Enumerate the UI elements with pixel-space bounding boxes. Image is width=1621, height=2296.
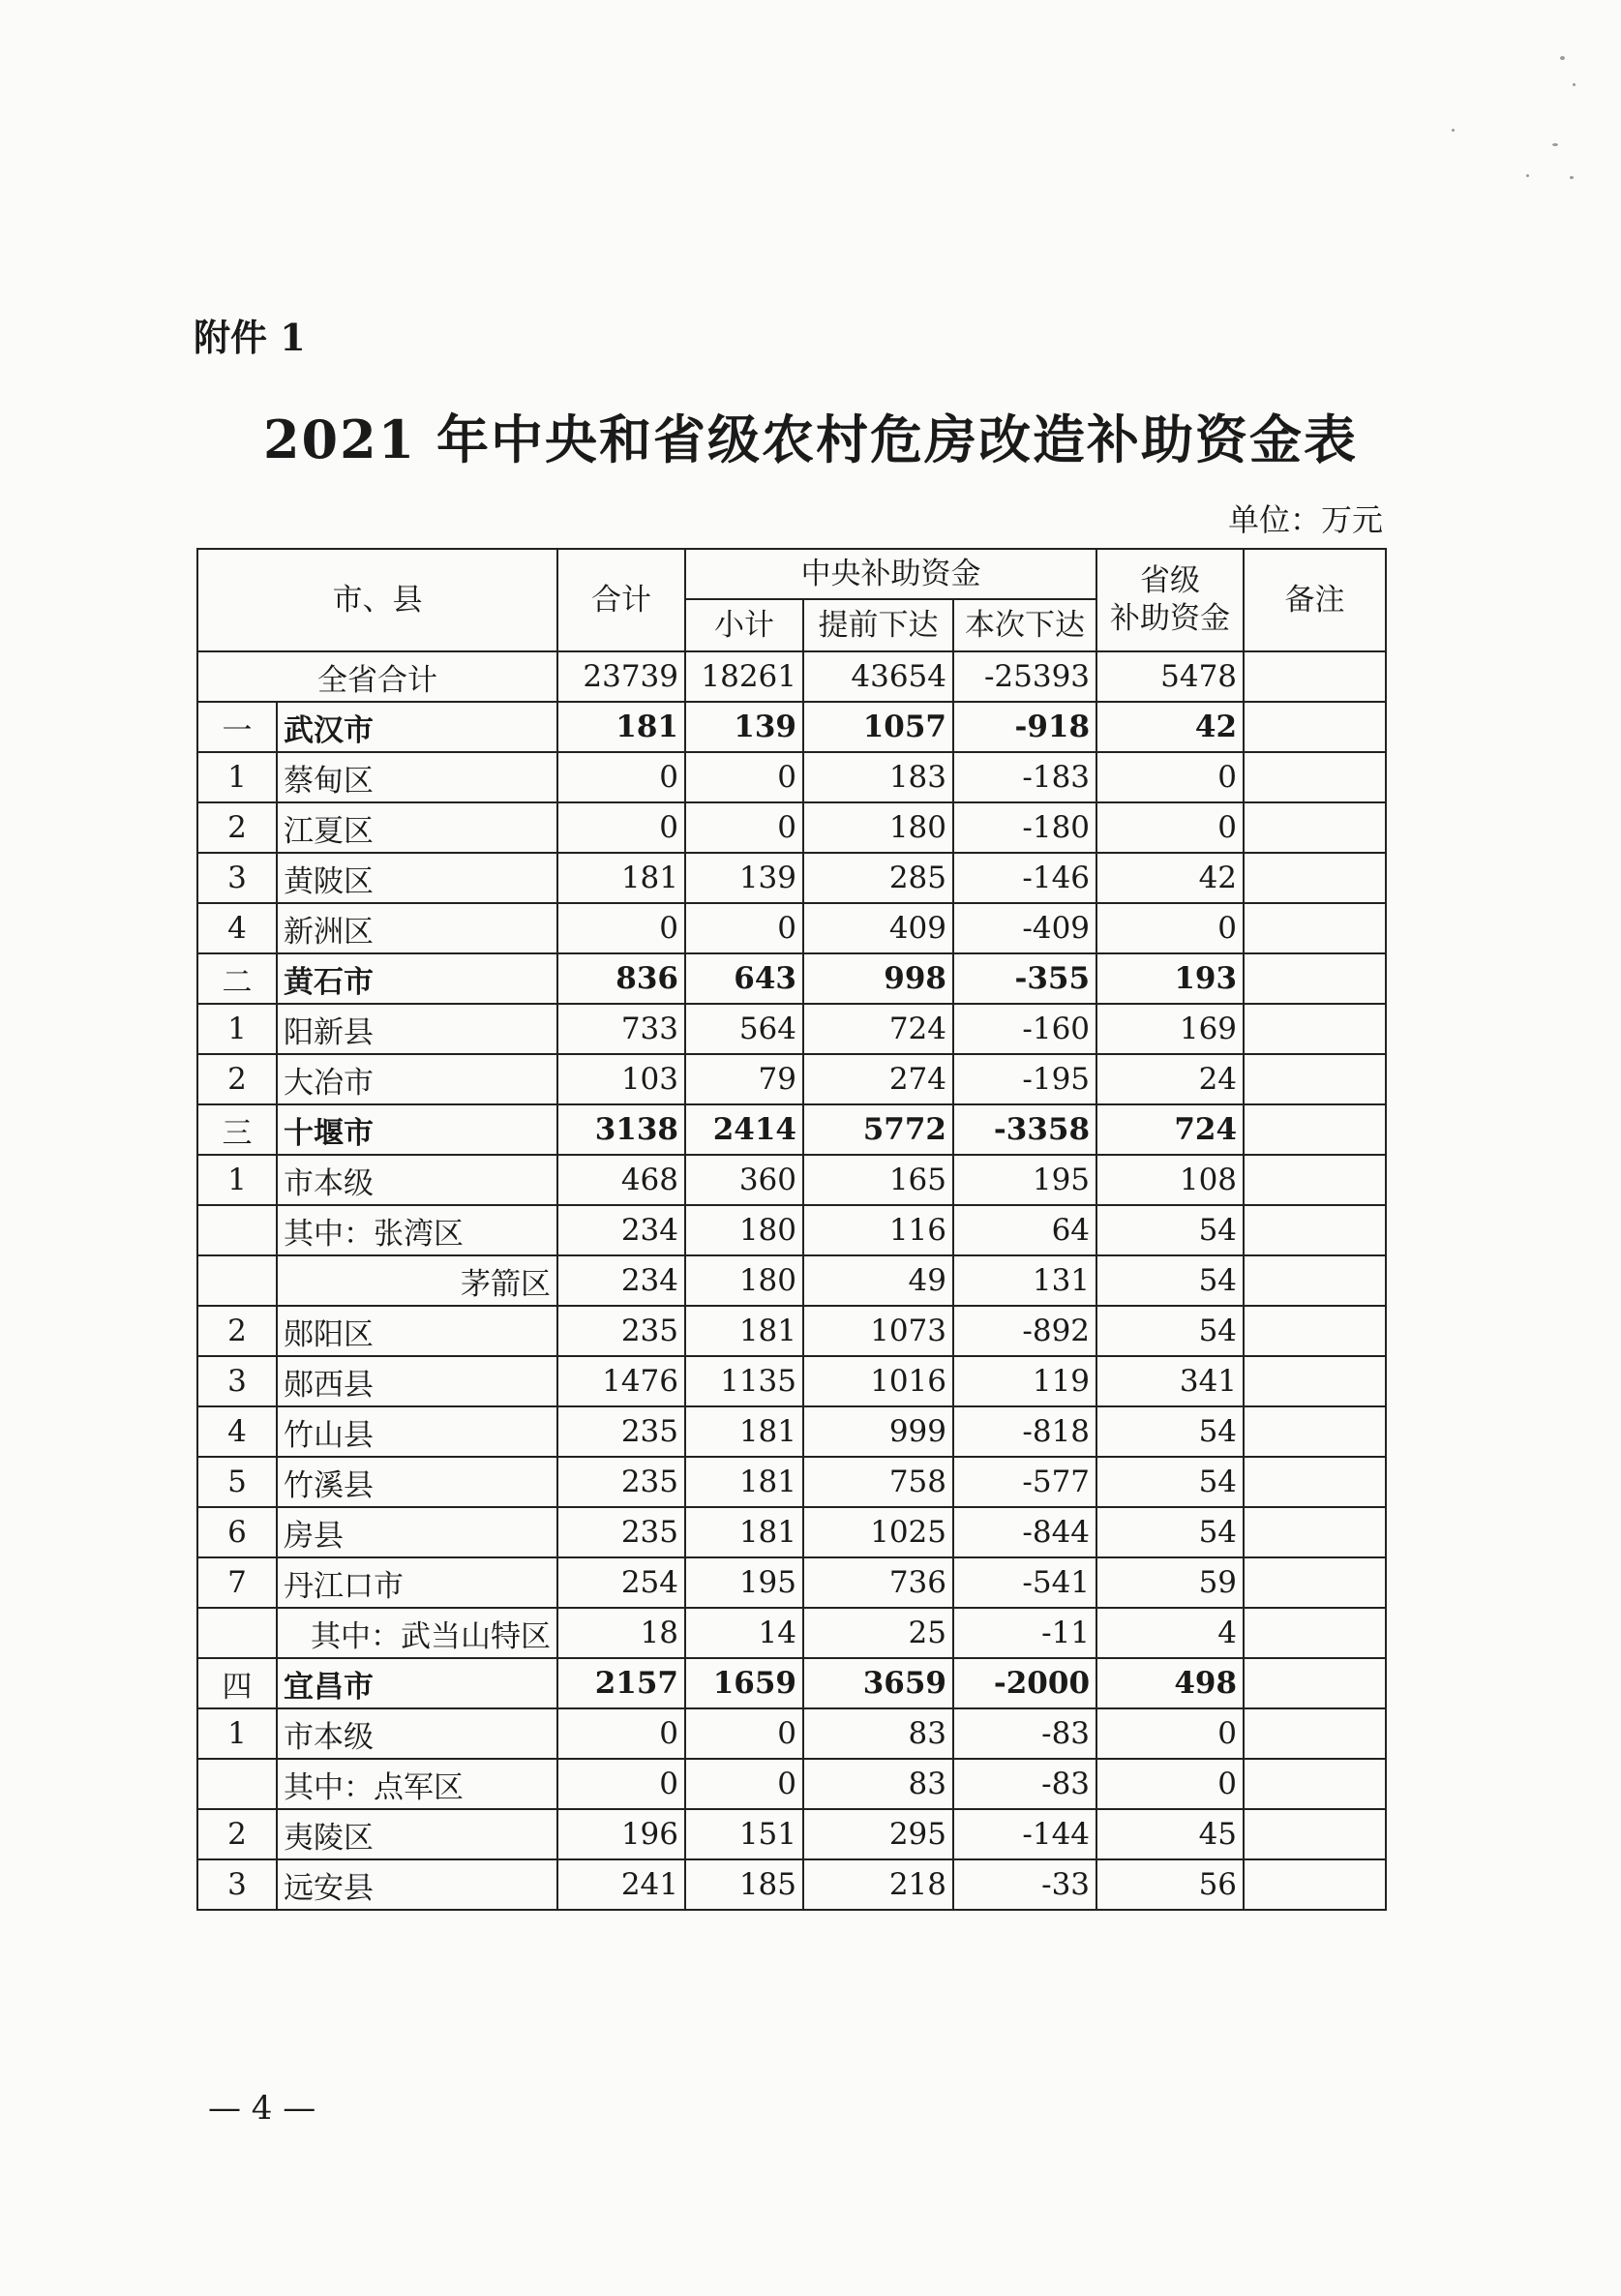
cell-advance: 736 [803, 1557, 953, 1608]
cell-provincial: 56 [1096, 1859, 1244, 1910]
cell-current: -160 [953, 1004, 1096, 1054]
cell-index [197, 1759, 277, 1809]
attachment-label: 附件 1 [194, 316, 306, 359]
cell-remarks [1244, 1708, 1386, 1759]
table-row [197, 1004, 1386, 1054]
scan-speck [1552, 143, 1558, 146]
cell-total: 196 [557, 1809, 685, 1859]
province-total-row [197, 651, 1386, 702]
cell-advance: 409 [803, 903, 953, 953]
cell-index: 四 [197, 1658, 277, 1708]
table-row [197, 1104, 1386, 1155]
cell-subtotal: 0 [685, 802, 803, 853]
cell-advance: 274 [803, 1054, 953, 1104]
cell-index: 3 [197, 1356, 277, 1406]
cell-provincial: 341 [1096, 1356, 1244, 1406]
cell-current: 131 [953, 1255, 1096, 1306]
cell-provincial: 54 [1096, 1406, 1244, 1457]
cell-current: -918 [953, 702, 1096, 752]
cell-total: 18 [557, 1608, 685, 1658]
header-region: 市、县 [197, 549, 557, 651]
cell-total: 181 [557, 853, 685, 903]
table-row [197, 1255, 1386, 1306]
cell-provincial: 59 [1096, 1557, 1244, 1608]
cell-current: -25393 [953, 651, 1096, 702]
cell-region-name: 郧阳区 [277, 1306, 557, 1356]
scan-speck [1560, 56, 1565, 60]
cell-subtotal: 181 [685, 1406, 803, 1457]
cell-advance: 724 [803, 1004, 953, 1054]
cell-advance: 218 [803, 1859, 953, 1910]
cell-total: 23739 [557, 651, 685, 702]
cell-region-name: 新洲区 [277, 903, 557, 953]
cell-provincial: 54 [1096, 1306, 1244, 1356]
cell-index: 1 [197, 1004, 277, 1054]
cell-current: -83 [953, 1759, 1096, 1809]
cell-advance: 49 [803, 1255, 953, 1306]
unit-label: 单位：万元 [1227, 501, 1383, 538]
cell-region-name: 其中：武当山特区 [277, 1608, 557, 1658]
cell-total: 0 [557, 1759, 685, 1809]
cell-region-name: 黄陂区 [277, 853, 557, 903]
cell-advance: 180 [803, 802, 953, 853]
cell-remarks [1244, 953, 1386, 1004]
cell-total: 234 [557, 1205, 685, 1255]
cell-provincial: 5478 [1096, 651, 1244, 702]
cell-region-name: 其中：点军区 [277, 1759, 557, 1809]
cell-index: 2 [197, 1809, 277, 1859]
cell-remarks [1244, 1205, 1386, 1255]
cell-advance: 83 [803, 1759, 953, 1809]
cell-current: -183 [953, 752, 1096, 802]
cell-subtotal: 195 [685, 1557, 803, 1608]
cell-subtotal: 643 [685, 953, 803, 1004]
cell-remarks [1244, 802, 1386, 853]
cell-subtotal: 1135 [685, 1356, 803, 1406]
cell-current: -892 [953, 1306, 1096, 1356]
cell-index: 二 [197, 953, 277, 1004]
cell-advance: 1073 [803, 1306, 953, 1356]
cell-total: 0 [557, 1708, 685, 1759]
header-current: 本次下达 [953, 599, 1096, 651]
cell-subtotal: 14 [685, 1608, 803, 1658]
cell-advance: 999 [803, 1406, 953, 1457]
header-total: 合计 [557, 549, 685, 651]
cell-remarks [1244, 1054, 1386, 1104]
cell-provincial: 0 [1096, 752, 1244, 802]
cell-current: -844 [953, 1507, 1096, 1557]
cell-advance: 83 [803, 1708, 953, 1759]
cell-total: 241 [557, 1859, 685, 1910]
table-row [197, 1054, 1386, 1104]
table-row [197, 1809, 1386, 1859]
cell-subtotal: 151 [685, 1809, 803, 1859]
cell-provincial: 54 [1096, 1457, 1244, 1507]
table-row [197, 1356, 1386, 1406]
cell-total: 733 [557, 1004, 685, 1054]
cell-remarks [1244, 1608, 1386, 1658]
cell-provincial: 54 [1096, 1205, 1244, 1255]
cell-subtotal: 1659 [685, 1658, 803, 1708]
cell-current: -2000 [953, 1658, 1096, 1708]
cell-index: 6 [197, 1507, 277, 1557]
cell-total: 468 [557, 1155, 685, 1205]
cell-advance: 5772 [803, 1104, 953, 1155]
cell-total: 235 [557, 1457, 685, 1507]
cell-advance: 165 [803, 1155, 953, 1205]
cell-advance: 3659 [803, 1658, 953, 1708]
cell-region-name: 十堰市 [277, 1104, 557, 1155]
table-row [197, 903, 1386, 953]
cell-advance: 1016 [803, 1356, 953, 1406]
cell-subtotal: 0 [685, 903, 803, 953]
cell-subtotal: 180 [685, 1205, 803, 1255]
cell-remarks [1244, 1557, 1386, 1608]
cell-advance: 183 [803, 752, 953, 802]
cell-index [197, 1255, 277, 1306]
cell-provincial: 24 [1096, 1054, 1244, 1104]
cell-region-name: 房县 [277, 1507, 557, 1557]
cell-provincial: 54 [1096, 1507, 1244, 1557]
cell-total: 235 [557, 1306, 685, 1356]
cell-region-name: 江夏区 [277, 802, 557, 853]
cell-provincial: 42 [1096, 702, 1244, 752]
cell-current: -355 [953, 953, 1096, 1004]
cell-remarks [1244, 651, 1386, 702]
table-row [197, 802, 1386, 853]
cell-provincial: 0 [1096, 1708, 1244, 1759]
cell-region-name: 夷陵区 [277, 1809, 557, 1859]
cell-index: 4 [197, 903, 277, 953]
cell-current: -409 [953, 903, 1096, 953]
cell-provincial: 0 [1096, 802, 1244, 853]
page-number: — 4 — [208, 2089, 316, 2128]
table-row [197, 1759, 1386, 1809]
cell-remarks [1244, 903, 1386, 953]
cell-subtotal: 181 [685, 1457, 803, 1507]
cell-subtotal: 185 [685, 1859, 803, 1910]
cell-provincial: 0 [1096, 1759, 1244, 1809]
cell-index: 三 [197, 1104, 277, 1155]
cell-remarks [1244, 1356, 1386, 1406]
cell-subtotal: 79 [685, 1054, 803, 1104]
cell-current: -11 [953, 1608, 1096, 1658]
table-row [197, 1457, 1386, 1507]
cell-total: 254 [557, 1557, 685, 1608]
cell-current: -144 [953, 1809, 1096, 1859]
cell-index: 7 [197, 1557, 277, 1608]
cell-region-name: 武汉市 [277, 702, 557, 752]
table-row [197, 953, 1386, 1004]
header-central-group: 中央补助资金 [685, 549, 1096, 599]
cell-current: -146 [953, 853, 1096, 903]
cell-provincial: 108 [1096, 1155, 1244, 1205]
province-total-label: 全省合计 [197, 651, 557, 702]
cell-region-name: 蔡甸区 [277, 752, 557, 802]
cell-index: 1 [197, 752, 277, 802]
cell-index: 3 [197, 1859, 277, 1910]
cell-total: 0 [557, 752, 685, 802]
table-row [197, 752, 1386, 802]
cell-advance: 295 [803, 1809, 953, 1859]
cell-provincial: 45 [1096, 1809, 1244, 1859]
table-row [197, 853, 1386, 903]
cell-advance: 43654 [803, 651, 953, 702]
cell-total: 3138 [557, 1104, 685, 1155]
cell-advance: 758 [803, 1457, 953, 1507]
cell-remarks [1244, 1406, 1386, 1457]
cell-remarks [1244, 1004, 1386, 1054]
cell-region-name: 竹山县 [277, 1406, 557, 1457]
cell-index [197, 1205, 277, 1255]
cell-remarks [1244, 752, 1386, 802]
cell-region-name: 阳新县 [277, 1004, 557, 1054]
cell-index: 5 [197, 1457, 277, 1507]
cell-current: -180 [953, 802, 1096, 853]
table-row [197, 1155, 1386, 1205]
cell-provincial: 724 [1096, 1104, 1244, 1155]
cell-remarks [1244, 1306, 1386, 1356]
table-row [197, 1507, 1386, 1557]
cell-remarks [1244, 1507, 1386, 1557]
cell-current: -33 [953, 1859, 1096, 1910]
cell-region-name: 宜昌市 [277, 1658, 557, 1708]
cell-remarks [1244, 1104, 1386, 1155]
cell-region-name: 市本级 [277, 1708, 557, 1759]
cell-subtotal: 18261 [685, 651, 803, 702]
table-row [197, 1708, 1386, 1759]
cell-remarks [1244, 1859, 1386, 1910]
table-row [197, 1306, 1386, 1356]
cell-index: 1 [197, 1708, 277, 1759]
cell-current: -577 [953, 1457, 1096, 1507]
cell-provincial: 42 [1096, 853, 1244, 903]
cell-region-name: 其中：张湾区 [277, 1205, 557, 1255]
cell-subtotal: 181 [685, 1507, 803, 1557]
cell-region-name: 市本级 [277, 1155, 557, 1205]
cell-advance: 116 [803, 1205, 953, 1255]
cell-total: 181 [557, 702, 685, 752]
cell-subtotal: 139 [685, 702, 803, 752]
cell-current: -195 [953, 1054, 1096, 1104]
cell-remarks [1244, 853, 1386, 903]
cell-advance: 998 [803, 953, 953, 1004]
cell-region-name: 竹溪县 [277, 1457, 557, 1507]
cell-region-name: 远安县 [277, 1859, 557, 1910]
header-provincial: 省级 补助资金 [1096, 549, 1244, 651]
cell-total: 235 [557, 1406, 685, 1457]
cell-remarks [1244, 1759, 1386, 1809]
cell-subtotal: 0 [685, 1708, 803, 1759]
cell-remarks [1244, 1255, 1386, 1306]
cell-subtotal: 564 [685, 1004, 803, 1054]
cell-total: 836 [557, 953, 685, 1004]
cell-subtotal: 0 [685, 1759, 803, 1809]
cell-advance: 25 [803, 1608, 953, 1658]
table-row [197, 1859, 1386, 1910]
cell-remarks [1244, 1155, 1386, 1205]
cell-index: 1 [197, 1155, 277, 1205]
cell-total: 0 [557, 802, 685, 853]
scan-speck [1452, 129, 1455, 132]
table-row [197, 702, 1386, 752]
cell-region-name: 郧西县 [277, 1356, 557, 1406]
cell-index: 一 [197, 702, 277, 752]
cell-region-name: 大冶市 [277, 1054, 557, 1104]
cell-provincial: 4 [1096, 1608, 1244, 1658]
cell-remarks [1244, 702, 1386, 752]
scan-speck [1570, 176, 1574, 179]
cell-current: -83 [953, 1708, 1096, 1759]
table-row [197, 1557, 1386, 1608]
cell-provincial: 193 [1096, 953, 1244, 1004]
cell-index: 2 [197, 802, 277, 853]
cell-region-name: 茅箭区 [277, 1255, 557, 1306]
cell-remarks [1244, 1658, 1386, 1708]
cell-remarks [1244, 1809, 1386, 1859]
cell-total: 234 [557, 1255, 685, 1306]
cell-subtotal: 0 [685, 752, 803, 802]
cell-region-name: 黄石市 [277, 953, 557, 1004]
cell-subtotal: 181 [685, 1306, 803, 1356]
table-row [197, 1658, 1386, 1708]
cell-provincial: 498 [1096, 1658, 1244, 1708]
table-row [197, 1205, 1386, 1255]
cell-current: -818 [953, 1406, 1096, 1457]
scan-speck [1573, 83, 1576, 86]
cell-index: 3 [197, 853, 277, 903]
cell-current: 119 [953, 1356, 1096, 1406]
cell-current: -3358 [953, 1104, 1096, 1155]
cell-total: 0 [557, 903, 685, 953]
cell-index: 4 [197, 1406, 277, 1457]
cell-total: 103 [557, 1054, 685, 1104]
cell-current: 195 [953, 1155, 1096, 1205]
page-title: 2021 年中央和省级农村危房改造补助资金表 [262, 408, 1359, 470]
cell-current: 64 [953, 1205, 1096, 1255]
table-row [197, 1608, 1386, 1658]
table-row [197, 1406, 1386, 1457]
funding-table [196, 548, 1387, 1911]
scan-speck [1526, 174, 1529, 177]
cell-subtotal: 180 [685, 1255, 803, 1306]
cell-advance: 285 [803, 853, 953, 903]
cell-advance: 1057 [803, 702, 953, 752]
cell-provincial: 0 [1096, 903, 1244, 953]
header-remarks: 备注 [1244, 549, 1386, 651]
cell-subtotal: 360 [685, 1155, 803, 1205]
cell-total: 2157 [557, 1658, 685, 1708]
cell-provincial: 54 [1096, 1255, 1244, 1306]
cell-index: 2 [197, 1306, 277, 1356]
cell-current: -541 [953, 1557, 1096, 1608]
header-subtotal: 小计 [685, 599, 803, 651]
cell-subtotal: 2414 [685, 1104, 803, 1155]
cell-total: 1476 [557, 1356, 685, 1406]
cell-index [197, 1608, 277, 1658]
cell-index: 2 [197, 1054, 277, 1104]
cell-total: 235 [557, 1507, 685, 1557]
cell-provincial: 169 [1096, 1004, 1244, 1054]
cell-region-name: 丹江口市 [277, 1557, 557, 1608]
cell-remarks [1244, 1457, 1386, 1507]
header-advance: 提前下达 [803, 599, 953, 651]
cell-subtotal: 139 [685, 853, 803, 903]
cell-advance: 1025 [803, 1507, 953, 1557]
